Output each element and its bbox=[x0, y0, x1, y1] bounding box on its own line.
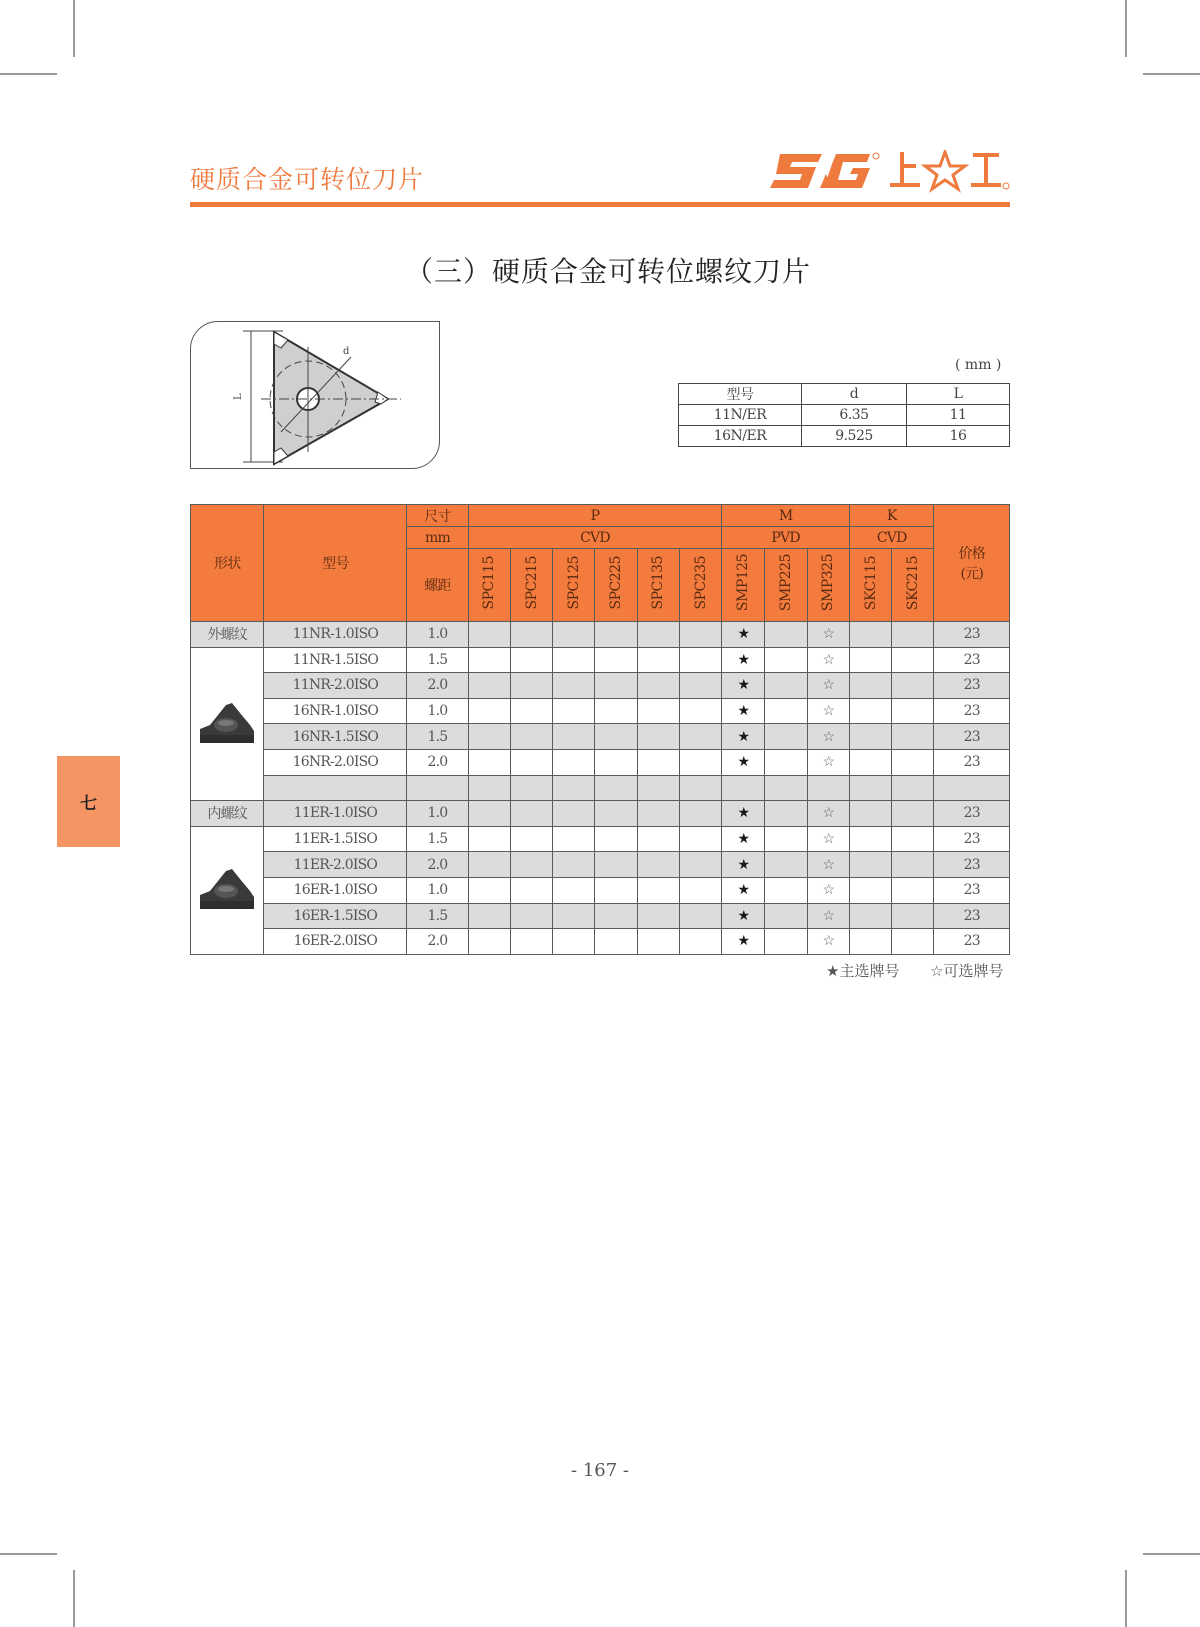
price-cell: 23 bbox=[934, 929, 1010, 955]
star-filled-icon: ★ bbox=[737, 703, 750, 720]
table-row bbox=[191, 647, 1010, 673]
unit-label: ( mm ) bbox=[955, 357, 1002, 373]
grade-cell bbox=[553, 826, 595, 852]
star-outline-icon: ☆ bbox=[822, 754, 835, 771]
crop-mark bbox=[1143, 1553, 1200, 1555]
grade-cell bbox=[595, 749, 637, 775]
header-price bbox=[934, 505, 1010, 622]
grade-cell bbox=[468, 647, 510, 673]
grade-cell bbox=[892, 929, 934, 955]
star-outline-icon: ☆ bbox=[822, 728, 835, 745]
grade-header bbox=[595, 549, 637, 622]
grade-cell bbox=[765, 877, 807, 903]
grade-cell bbox=[892, 673, 934, 699]
grade-cell bbox=[637, 647, 679, 673]
crop-mark bbox=[73, 1570, 75, 1627]
grade-cell bbox=[765, 826, 807, 852]
grade-cell bbox=[510, 852, 552, 878]
star-outline-icon: ☆ bbox=[822, 831, 835, 848]
grade-cell bbox=[807, 775, 849, 801]
grade-cell bbox=[892, 877, 934, 903]
grade-cell bbox=[765, 775, 807, 801]
header-size-unit: mm bbox=[407, 527, 468, 549]
grade-cell bbox=[679, 877, 721, 903]
grade-cell bbox=[892, 775, 934, 801]
model-cell: 16ER-1.5ISO bbox=[264, 903, 407, 929]
pitch-cell: 2.0 bbox=[407, 929, 468, 955]
pitch-cell: 1.0 bbox=[407, 698, 468, 724]
L-cell: 11 bbox=[907, 405, 1010, 426]
model-cell: 16N/ER bbox=[679, 426, 802, 447]
grade-label: SPC135 bbox=[650, 556, 667, 610]
grade-cell bbox=[892, 852, 934, 878]
grade-cell bbox=[468, 929, 510, 955]
grade-cell bbox=[468, 852, 510, 878]
grade-cell bbox=[468, 775, 510, 801]
header-d: d bbox=[802, 384, 907, 405]
grade-header bbox=[553, 549, 595, 622]
header-L: L bbox=[907, 384, 1010, 405]
grade-cell bbox=[468, 724, 510, 750]
grade-cell bbox=[849, 647, 891, 673]
grade-cell bbox=[765, 929, 807, 955]
shape-label-cell: 外螺纹 bbox=[191, 622, 264, 648]
grade-cell bbox=[468, 826, 510, 852]
star-outline-icon: ☆ bbox=[822, 626, 835, 643]
pitch-cell: 1.5 bbox=[407, 826, 468, 852]
grade-cell bbox=[807, 673, 849, 699]
grade-cell bbox=[553, 673, 595, 699]
grade-cell bbox=[849, 698, 891, 724]
star-filled-icon: ★ bbox=[737, 728, 750, 745]
grade-cell bbox=[468, 749, 510, 775]
dimension-table-header bbox=[679, 384, 1010, 405]
pitch-cell bbox=[407, 775, 468, 801]
star-outline-icon: ☆ bbox=[822, 882, 835, 899]
grade-cell bbox=[595, 724, 637, 750]
grade-cell bbox=[892, 698, 934, 724]
brand-logo bbox=[770, 150, 1010, 195]
grade-cell bbox=[722, 852, 765, 878]
grade-cell bbox=[510, 749, 552, 775]
grade-cell bbox=[765, 749, 807, 775]
price-cell: 23 bbox=[934, 801, 1010, 827]
grade-cell bbox=[637, 775, 679, 801]
grade-cell bbox=[637, 877, 679, 903]
dimension-row bbox=[679, 405, 1010, 426]
grade-cell bbox=[468, 698, 510, 724]
grade-cell bbox=[679, 903, 721, 929]
star-outline-icon: ☆ bbox=[822, 703, 835, 720]
crop-mark bbox=[73, 0, 75, 57]
grade-cell bbox=[765, 801, 807, 827]
crop-mark bbox=[0, 1553, 57, 1555]
price-cell: 23 bbox=[934, 724, 1010, 750]
grade-label: SPC125 bbox=[565, 556, 582, 610]
pitch-cell: 1.5 bbox=[407, 903, 468, 929]
model-cell: 11ER-1.5ISO bbox=[264, 826, 407, 852]
grade-cell bbox=[765, 647, 807, 673]
grade-header bbox=[807, 549, 849, 622]
grade-cell bbox=[807, 877, 849, 903]
header-coating-p: CVD bbox=[468, 527, 722, 549]
star-outline-icon: ☆ bbox=[822, 856, 835, 873]
grade-cell bbox=[553, 749, 595, 775]
grade-cell bbox=[679, 724, 721, 750]
model-cell: 11ER-2.0ISO bbox=[264, 852, 407, 878]
table-row bbox=[191, 801, 1010, 827]
grade-cell bbox=[468, 622, 510, 648]
model-cell: 16NR-1.0ISO bbox=[264, 698, 407, 724]
grade-header bbox=[510, 549, 552, 622]
star-outline-icon: ☆ bbox=[822, 651, 835, 668]
star-outline-icon: ☆ bbox=[822, 805, 835, 822]
grade-cell bbox=[722, 903, 765, 929]
grade-cell bbox=[892, 647, 934, 673]
L-cell: 16 bbox=[907, 426, 1010, 447]
grade-cell bbox=[722, 673, 765, 699]
svg-text:L: L bbox=[233, 393, 244, 400]
header-rule bbox=[190, 202, 1010, 207]
pitch-cell: 1.0 bbox=[407, 877, 468, 903]
grade-cell bbox=[679, 801, 721, 827]
thread-insert-photo bbox=[196, 699, 258, 745]
grade-cell bbox=[892, 826, 934, 852]
header-coating-k: CVD bbox=[849, 527, 934, 549]
grade-cell bbox=[637, 724, 679, 750]
star-filled-icon: ★ bbox=[737, 626, 750, 643]
grade-cell bbox=[722, 622, 765, 648]
pitch-cell: 1.5 bbox=[407, 647, 468, 673]
shape-image-cell bbox=[191, 647, 264, 801]
price-cell: 23 bbox=[934, 749, 1010, 775]
grade-cell bbox=[722, 775, 765, 801]
model-cell: 16ER-1.0ISO bbox=[264, 877, 407, 903]
grade-cell bbox=[510, 877, 552, 903]
header-material-k: K bbox=[849, 505, 934, 527]
svg-text:d: d bbox=[343, 346, 350, 357]
shape-label-cell: 内螺纹 bbox=[191, 801, 264, 827]
grade-cell bbox=[849, 877, 891, 903]
grade-cell bbox=[679, 698, 721, 724]
grade-cell bbox=[510, 724, 552, 750]
star-filled-icon: ★ bbox=[737, 805, 750, 822]
grade-cell bbox=[553, 801, 595, 827]
table-row bbox=[191, 673, 1010, 699]
grade-label: SPC235 bbox=[692, 556, 709, 610]
grade-cell bbox=[765, 698, 807, 724]
grade-cell bbox=[722, 826, 765, 852]
grade-header bbox=[722, 549, 765, 622]
triangle-insert-drawing bbox=[191, 322, 441, 470]
table-row bbox=[191, 929, 1010, 955]
grade-cell bbox=[722, 724, 765, 750]
table-row bbox=[191, 622, 1010, 648]
table-row bbox=[191, 903, 1010, 929]
header-pitch: 螺距 bbox=[407, 549, 468, 622]
grade-cell bbox=[807, 698, 849, 724]
grade-cell bbox=[510, 826, 552, 852]
grade-cell bbox=[637, 826, 679, 852]
star-filled-icon: ★ bbox=[737, 907, 750, 924]
star-filled-icon: ★ bbox=[737, 933, 750, 950]
grade-cell bbox=[510, 698, 552, 724]
grade-cell bbox=[807, 801, 849, 827]
header-coating-m: PVD bbox=[722, 527, 850, 549]
grade-cell bbox=[849, 826, 891, 852]
price-cell: 23 bbox=[934, 826, 1010, 852]
price-cell: 23 bbox=[934, 673, 1010, 699]
grade-cell bbox=[765, 724, 807, 750]
header-price-unit: (元) bbox=[960, 566, 983, 582]
grade-cell bbox=[849, 929, 891, 955]
grade-cell bbox=[637, 903, 679, 929]
model-cell bbox=[264, 775, 407, 801]
grade-cell bbox=[849, 801, 891, 827]
grade-cell bbox=[722, 801, 765, 827]
grade-cell bbox=[807, 749, 849, 775]
star-filled-icon: ★ bbox=[737, 831, 750, 848]
pitch-cell: 1.0 bbox=[407, 622, 468, 648]
grade-label: SPC115 bbox=[481, 556, 498, 610]
header-title: 硬质合金可转位刀片 bbox=[190, 165, 425, 194]
chapter-label: 七 bbox=[80, 794, 97, 814]
grade-cell bbox=[892, 724, 934, 750]
grade-cell bbox=[679, 929, 721, 955]
grade-cell bbox=[637, 673, 679, 699]
grade-cell bbox=[595, 826, 637, 852]
grade-cell bbox=[849, 622, 891, 648]
grade-cell bbox=[765, 903, 807, 929]
crop-mark bbox=[1143, 73, 1200, 75]
grade-cell bbox=[637, 622, 679, 648]
pitch-cell: 2.0 bbox=[407, 749, 468, 775]
grade-cell bbox=[553, 647, 595, 673]
legend-optional: ☆可选牌号 bbox=[930, 962, 1004, 980]
grade-cell bbox=[553, 852, 595, 878]
grade-cell bbox=[510, 775, 552, 801]
shape-image-cell bbox=[191, 826, 264, 954]
header-model: 型号 bbox=[679, 384, 802, 405]
grade-cell bbox=[595, 673, 637, 699]
thread-insert-table bbox=[190, 504, 1010, 955]
star-filled-icon: ★ bbox=[737, 754, 750, 771]
dimension-row bbox=[679, 426, 1010, 447]
grade-header bbox=[637, 549, 679, 622]
grade-cell bbox=[468, 673, 510, 699]
grade-cell bbox=[765, 622, 807, 648]
grade-cell bbox=[679, 852, 721, 878]
grade-cell bbox=[849, 852, 891, 878]
grade-label: SMP325 bbox=[820, 554, 837, 612]
grade-cell bbox=[510, 929, 552, 955]
model-cell: 16NR-1.5ISO bbox=[264, 724, 407, 750]
grade-cell bbox=[637, 929, 679, 955]
insert-diagram bbox=[190, 321, 440, 469]
header-price-label: 价格 bbox=[958, 546, 985, 562]
star-filled-icon: ★ bbox=[737, 651, 750, 668]
grade-cell bbox=[722, 647, 765, 673]
star-filled-icon: ★ bbox=[737, 856, 750, 873]
page-number: - 167 - bbox=[571, 1460, 629, 1481]
star-outline-icon: ☆ bbox=[822, 677, 835, 694]
model-cell: 11NR-1.0ISO bbox=[264, 622, 407, 648]
section-title: （三）硬质合金可转位螺纹刀片 bbox=[405, 255, 812, 288]
star-outline-icon: ☆ bbox=[822, 933, 835, 950]
d-cell: 6.35 bbox=[802, 405, 907, 426]
table-row bbox=[191, 852, 1010, 878]
grade-cell bbox=[468, 801, 510, 827]
grade-cell bbox=[553, 929, 595, 955]
table-row bbox=[191, 877, 1010, 903]
d-cell: 9.525 bbox=[802, 426, 907, 447]
grade-cell bbox=[553, 724, 595, 750]
grade-cell bbox=[510, 801, 552, 827]
grade-header bbox=[765, 549, 807, 622]
model-cell: 11NR-2.0ISO bbox=[264, 673, 407, 699]
chapter-tab[interactable] bbox=[57, 756, 120, 847]
grade-cell bbox=[468, 903, 510, 929]
price-cell: 23 bbox=[934, 622, 1010, 648]
header-shape: 形状 bbox=[191, 505, 264, 622]
grade-cell bbox=[679, 647, 721, 673]
grade-cell bbox=[595, 929, 637, 955]
crop-mark bbox=[1125, 0, 1127, 57]
grade-cell bbox=[722, 877, 765, 903]
grade-cell bbox=[722, 698, 765, 724]
legend-primary: ★主选牌号 bbox=[826, 962, 900, 980]
grade-cell bbox=[892, 749, 934, 775]
grade-cell bbox=[807, 929, 849, 955]
header-material-m: M bbox=[722, 505, 850, 527]
price-cell: 23 bbox=[934, 698, 1010, 724]
grade-header bbox=[679, 549, 721, 622]
price-cell bbox=[934, 775, 1010, 801]
grade-cell bbox=[679, 622, 721, 648]
grade-cell bbox=[765, 852, 807, 878]
grade-cell bbox=[553, 775, 595, 801]
table-row bbox=[191, 724, 1010, 750]
grade-label: SMP125 bbox=[735, 554, 752, 612]
grade-cell bbox=[553, 903, 595, 929]
grade-cell bbox=[637, 852, 679, 878]
grade-cell bbox=[510, 622, 552, 648]
grade-cell bbox=[807, 647, 849, 673]
grade-cell bbox=[595, 622, 637, 648]
model-cell: 16ER-2.0ISO bbox=[264, 929, 407, 955]
star-outline-icon: ☆ bbox=[822, 907, 835, 924]
model-cell: 11NR-1.5ISO bbox=[264, 647, 407, 673]
grade-cell bbox=[722, 749, 765, 775]
grade-header bbox=[849, 549, 891, 622]
table-row bbox=[191, 775, 1010, 801]
grade-cell bbox=[595, 775, 637, 801]
star-filled-icon: ★ bbox=[737, 882, 750, 899]
price-cell: 23 bbox=[934, 903, 1010, 929]
grade-cell bbox=[553, 622, 595, 648]
pitch-cell: 2.0 bbox=[407, 673, 468, 699]
grade-header bbox=[892, 549, 934, 622]
grade-label: SMP225 bbox=[778, 554, 795, 612]
dimension-table bbox=[678, 383, 1010, 447]
price-cell: 23 bbox=[934, 852, 1010, 878]
grade-cell bbox=[510, 673, 552, 699]
header-model: 型号 bbox=[264, 505, 407, 622]
header-material-p: P bbox=[468, 505, 722, 527]
thread-insert-photo bbox=[196, 865, 258, 911]
pitch-cell: 1.0 bbox=[407, 801, 468, 827]
grade-cell bbox=[807, 622, 849, 648]
crop-mark bbox=[0, 73, 57, 75]
grade-cell bbox=[553, 877, 595, 903]
grade-header bbox=[468, 549, 510, 622]
grade-cell bbox=[553, 698, 595, 724]
table-body bbox=[191, 622, 1010, 955]
grade-cell bbox=[595, 647, 637, 673]
grade-label: SKC115 bbox=[862, 555, 879, 611]
pitch-cell: 1.5 bbox=[407, 724, 468, 750]
grade-cell bbox=[892, 801, 934, 827]
grade-cell bbox=[510, 903, 552, 929]
grade-cell bbox=[595, 801, 637, 827]
grade-cell bbox=[679, 673, 721, 699]
grade-label: SKC215 bbox=[904, 555, 921, 611]
grade-cell bbox=[892, 622, 934, 648]
grade-label: SPC225 bbox=[608, 556, 625, 610]
grade-cell bbox=[892, 903, 934, 929]
table-row bbox=[191, 826, 1010, 852]
grade-cell bbox=[510, 647, 552, 673]
table-row bbox=[191, 698, 1010, 724]
grade-cell bbox=[765, 673, 807, 699]
grade-cell bbox=[595, 852, 637, 878]
grade-cell bbox=[637, 801, 679, 827]
grade-cell bbox=[637, 749, 679, 775]
grade-cell bbox=[595, 877, 637, 903]
grade-cell bbox=[807, 724, 849, 750]
grade-cell bbox=[595, 698, 637, 724]
grade-cell bbox=[679, 775, 721, 801]
grade-cell bbox=[849, 903, 891, 929]
crop-mark bbox=[1125, 1570, 1127, 1627]
star-filled-icon: ★ bbox=[737, 677, 750, 694]
header-size: 尺寸 bbox=[407, 505, 468, 527]
price-cell: 23 bbox=[934, 877, 1010, 903]
pitch-cell: 2.0 bbox=[407, 852, 468, 878]
grade-cell bbox=[807, 903, 849, 929]
grade-cell bbox=[849, 673, 891, 699]
grade-cell bbox=[807, 826, 849, 852]
table-row bbox=[191, 749, 1010, 775]
grade-cell bbox=[849, 749, 891, 775]
price-cell: 23 bbox=[934, 647, 1010, 673]
grade-cell bbox=[468, 877, 510, 903]
grade-cell bbox=[807, 852, 849, 878]
grade-cell bbox=[679, 826, 721, 852]
model-cell: 16NR-2.0ISO bbox=[264, 749, 407, 775]
grade-cell bbox=[722, 929, 765, 955]
model-cell: 11ER-1.0ISO bbox=[264, 801, 407, 827]
grade-cell bbox=[849, 724, 891, 750]
grade-cell bbox=[849, 775, 891, 801]
grade-cell bbox=[679, 749, 721, 775]
grade-cell bbox=[637, 698, 679, 724]
model-cell: 11N/ER bbox=[679, 405, 802, 426]
grade-label: SPC215 bbox=[523, 556, 540, 610]
grade-cell bbox=[595, 903, 637, 929]
